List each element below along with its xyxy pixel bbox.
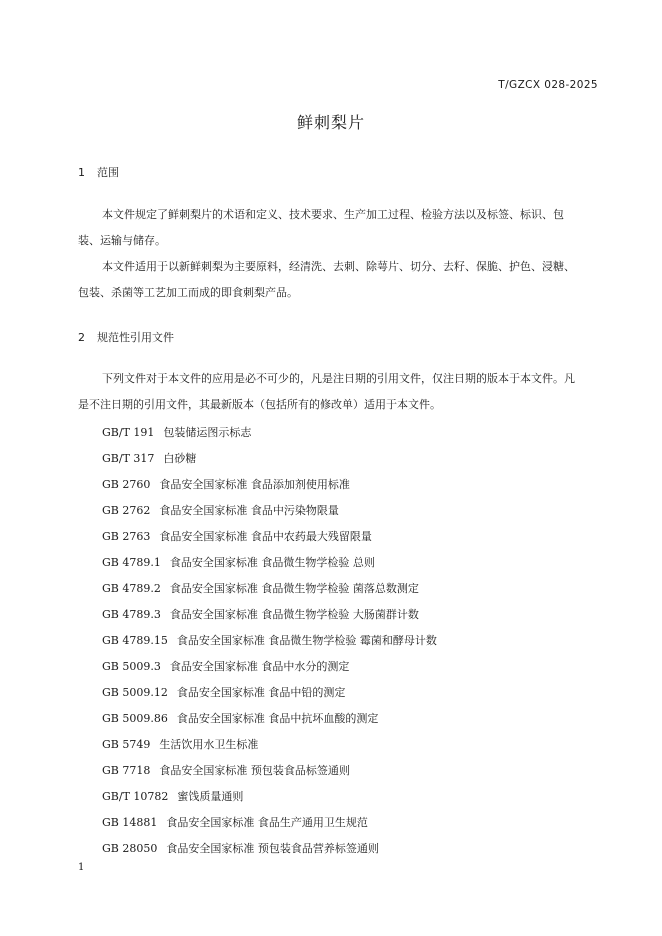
paragraph-line: 本文件规定了鲜刺梨片的术语和定义、技术要求、生产加工过程、检验方法以及标签、标识、包 bbox=[102, 208, 564, 221]
reference-item bbox=[102, 658, 349, 674]
reference-code: GB 5009.12 bbox=[102, 686, 168, 699]
scope-paragraph-1 bbox=[78, 202, 600, 254]
document-code: T/GZCX 028-2025 bbox=[498, 79, 598, 91]
reference-code: GB 2762 bbox=[102, 504, 151, 517]
reference-item bbox=[102, 476, 350, 492]
reference-code: GB 2763 bbox=[102, 530, 151, 543]
reference-code: GB 5009.3 bbox=[102, 660, 161, 673]
reference-title: 食品安全国家标准 食品微生物学检验 大肠菌群计数 bbox=[169, 608, 419, 621]
reference-code: GB 2760 bbox=[102, 478, 151, 491]
reference-code: GB 5749 bbox=[102, 738, 151, 751]
section-1-number: 1 bbox=[78, 166, 85, 179]
reference-title: 食品安全国家标准 食品微生物学检验 总则 bbox=[169, 556, 375, 569]
reference-code: GB 4789.2 bbox=[102, 582, 161, 595]
reference-code: GB/T 10782 bbox=[102, 790, 169, 803]
reference-title: 食品安全国家标准 预包装食品营养标签通则 bbox=[166, 842, 379, 855]
scope-paragraph-2 bbox=[78, 254, 600, 306]
section-2-title: 规范性引用文件 bbox=[97, 331, 174, 344]
reference-item bbox=[102, 502, 339, 518]
reference-item bbox=[102, 450, 196, 466]
reference-title: 食品安全国家标准 预包装食品标签通则 bbox=[159, 764, 350, 777]
reference-title: 食品安全国家标准 食品添加剂使用标准 bbox=[159, 478, 350, 491]
reference-item bbox=[102, 424, 251, 440]
references-intro bbox=[78, 366, 600, 418]
reference-title: 食品安全国家标准 食品中铅的测定 bbox=[176, 686, 346, 699]
paragraph-line: 下列文件对于本文件的应用是必不可少的，凡是注日期的引用文件，仅注日期的版本于本文件。凡 bbox=[102, 372, 575, 385]
reference-title: 食品安全国家标准 食品微生物学检验 菌落总数测定 bbox=[169, 582, 419, 595]
reference-title: 白砂糖 bbox=[163, 452, 197, 465]
reference-code: GB 4789.15 bbox=[102, 634, 168, 647]
reference-code: GB 4789.3 bbox=[102, 608, 161, 621]
reference-code: GB 5009.86 bbox=[102, 712, 168, 725]
reference-item bbox=[102, 840, 379, 856]
page-number: 1 bbox=[78, 862, 85, 873]
reference-item bbox=[102, 762, 350, 778]
paragraph-line: 包装、杀菌等工艺加工而成的即食刺梨产品。 bbox=[78, 286, 298, 299]
reference-item bbox=[102, 528, 372, 544]
section-2-heading bbox=[78, 329, 174, 345]
reference-title: 食品安全国家标准 食品中污染物限量 bbox=[159, 504, 339, 517]
reference-code: GB 14881 bbox=[102, 816, 158, 829]
reference-item bbox=[102, 632, 437, 648]
reference-item bbox=[102, 684, 345, 700]
paragraph-line: 装、运输与储存。 bbox=[78, 234, 166, 247]
reference-item bbox=[102, 788, 243, 804]
reference-item bbox=[102, 814, 368, 830]
reference-code: GB 28050 bbox=[102, 842, 158, 855]
reference-code: GB 4789.1 bbox=[102, 556, 161, 569]
section-2-number: 2 bbox=[78, 331, 85, 344]
reference-code: GB 7718 bbox=[102, 764, 151, 777]
reference-item bbox=[102, 580, 419, 596]
paragraph-line: 本文件适用于以新鲜刺梨为主要原料，经清洗、去刺、除萼片、切分、去籽、保脆、护色、浸糖、 bbox=[102, 260, 575, 273]
reference-item bbox=[102, 554, 375, 570]
reference-item bbox=[102, 606, 419, 622]
reference-title: 蜜饯质量通则 bbox=[177, 790, 244, 803]
reference-title: 生活饮用水卫生标准 bbox=[159, 738, 259, 751]
reference-title: 包装储运图示标志 bbox=[163, 426, 252, 439]
section-1-heading bbox=[78, 164, 119, 180]
reference-title: 食品安全国家标准 食品生产通用卫生规范 bbox=[166, 816, 368, 829]
reference-title: 食品安全国家标准 食品中抗坏血酸的测定 bbox=[176, 712, 379, 725]
reference-title: 食品安全国家标准 食品微生物学检验 霉菌和酵母计数 bbox=[176, 634, 437, 647]
reference-title: 食品安全国家标准 食品中农药最大残留限量 bbox=[159, 530, 372, 543]
reference-code: GB/T 191 bbox=[102, 426, 155, 439]
reference-code: GB/T 317 bbox=[102, 452, 155, 465]
paragraph-line: 是不注日期的引用文件，其最新版本（包括所有的修改单）适用于本文件。 bbox=[78, 398, 441, 411]
reference-item bbox=[102, 736, 258, 752]
reference-title: 食品安全国家标准 食品中水分的测定 bbox=[169, 660, 350, 673]
document-title: 鲜刺梨片 bbox=[296, 113, 365, 132]
reference-item bbox=[102, 710, 378, 726]
section-1-title: 范围 bbox=[97, 166, 119, 179]
